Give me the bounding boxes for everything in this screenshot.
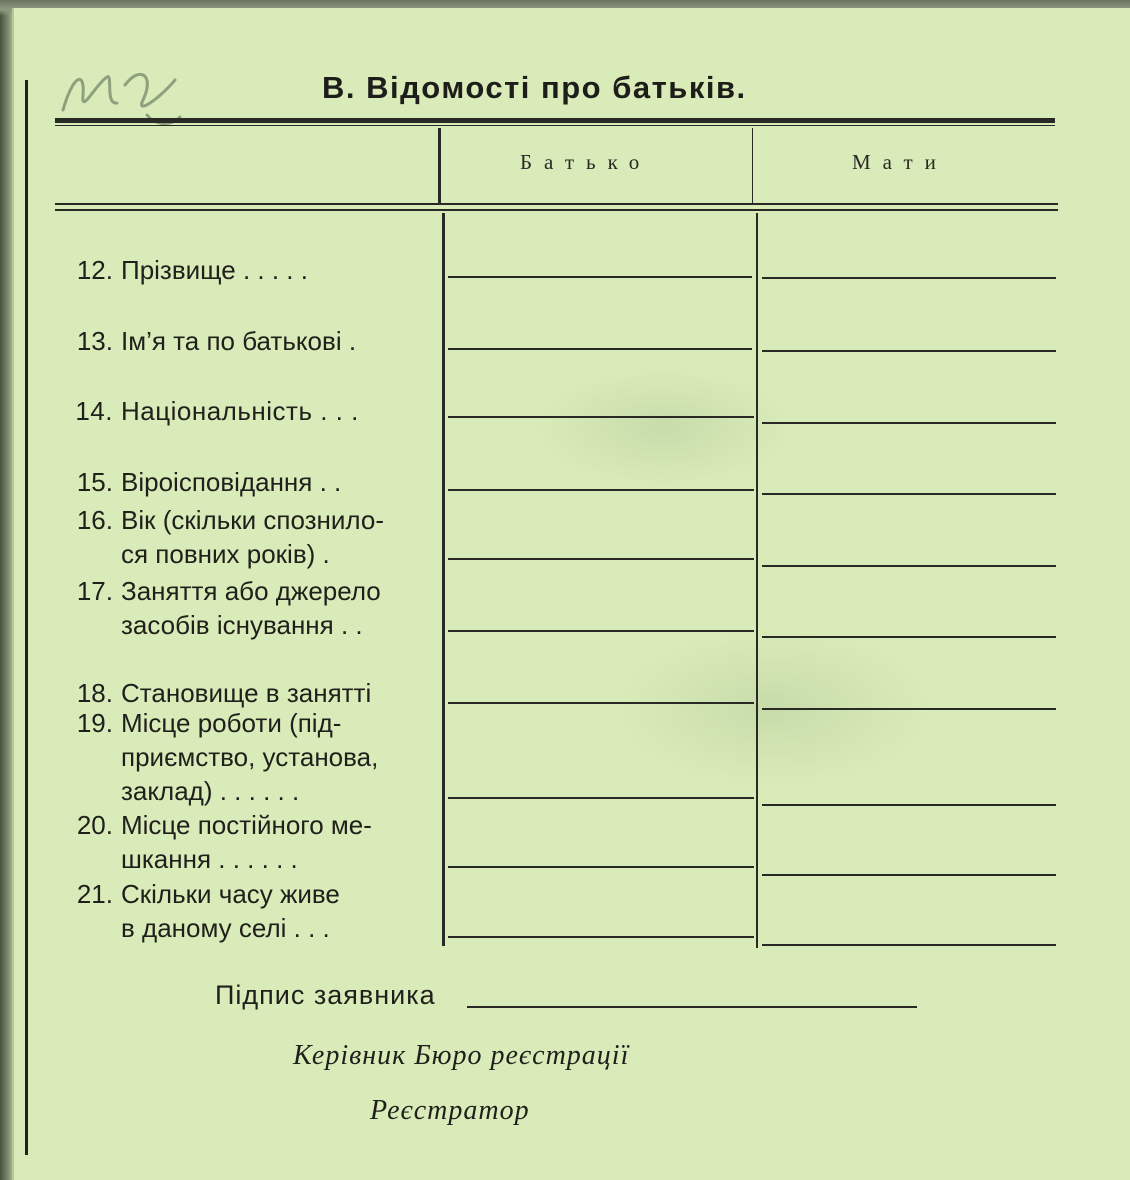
father-answer-line-19[interactable]: [448, 797, 754, 799]
mother-answer-line-17[interactable]: [762, 636, 1056, 638]
row-label-19: [55, 706, 378, 808]
row-number: 13.: [76, 326, 113, 356]
row-number: 15.: [76, 467, 113, 497]
row-label-18: [55, 676, 371, 710]
row-text: Вік (скільки спознило-: [121, 505, 384, 535]
row-label-15: [55, 465, 341, 499]
header-divider-right: [752, 128, 753, 203]
row-number: 12.: [76, 255, 113, 285]
column-header-father: Батько: [520, 150, 652, 174]
head-of-bureau-label: Керівник Бюро реєстрації: [293, 1040, 630, 1071]
row-text: Національність . . .: [121, 396, 359, 426]
father-answer-line-20[interactable]: [448, 866, 754, 868]
row-text-cont: ся повних років) .: [121, 539, 330, 569]
father-answer-line-13[interactable]: [448, 348, 752, 350]
row-text: Ім’я та по батькові .: [121, 326, 357, 356]
row-number: 17.: [76, 576, 113, 606]
row-label-14: [55, 394, 359, 428]
father-answer-line-18[interactable]: [448, 702, 754, 704]
signature-label: Підпис заявника: [215, 980, 436, 1010]
row-label-17: [55, 574, 381, 642]
father-answer-line-14[interactable]: [448, 416, 754, 418]
row-text-cont: засобів існування . .: [121, 610, 363, 640]
mother-answer-line-21[interactable]: [762, 944, 1056, 946]
row-text-cont: шкання . . . . . .: [121, 844, 298, 874]
father-answer-line-17[interactable]: [448, 630, 754, 632]
row-text: Скільки часу живе: [121, 879, 340, 909]
row-label-20: [55, 808, 372, 876]
row-number: 18.: [76, 678, 113, 708]
father-answer-line-12[interactable]: [448, 276, 752, 278]
row-text: Становище в занятті: [121, 678, 372, 708]
column-divider-right: [756, 213, 758, 948]
mother-answer-line-16[interactable]: [762, 565, 1056, 567]
row-text: Місце роботи (під-: [121, 708, 342, 738]
row-number: 20.: [76, 810, 113, 840]
row-text: Заняття або джерело: [121, 576, 381, 606]
margin-rule: [25, 80, 28, 1155]
mother-answer-line-15[interactable]: [762, 493, 1056, 495]
row-label-21: [55, 877, 340, 945]
mother-answer-line-14[interactable]: [762, 422, 1056, 424]
header-bottom-rule-2: [55, 209, 1058, 211]
row-number: 14.: [75, 396, 113, 426]
header-top-rule: [55, 118, 1055, 123]
paper-stain: [534, 368, 794, 488]
row-text: Віроісповідання . .: [121, 467, 342, 497]
mother-answer-line-13[interactable]: [762, 350, 1056, 352]
header-top-rule-thin: [55, 125, 1055, 126]
pencil-annotation-icon: [55, 55, 190, 140]
column-header-mother: Мати: [852, 150, 948, 174]
row-number: 16.: [76, 505, 113, 535]
row-number: 21.: [76, 879, 113, 909]
row-label-13: [55, 324, 356, 358]
column-divider-left: [442, 213, 445, 946]
row-label-12: [55, 253, 308, 287]
mother-answer-line-18[interactable]: [762, 708, 1056, 710]
father-answer-line-21[interactable]: [448, 936, 754, 938]
row-text-cont: заклад) . . . . . .: [121, 776, 300, 806]
mother-answer-line-19[interactable]: [762, 804, 1056, 806]
row-number: 19.: [76, 708, 113, 738]
header-divider-left: [438, 128, 441, 203]
page-title: В. Відомості про батьків.: [322, 70, 747, 105]
row-label-16: [55, 503, 384, 571]
mother-answer-line-20[interactable]: [762, 874, 1056, 876]
row-text-cont: в даному селі . . .: [121, 913, 330, 943]
signature-line[interactable]: [467, 1006, 917, 1008]
registrar-label: Реєстратор: [370, 1095, 530, 1126]
mother-answer-line-12[interactable]: [762, 277, 1056, 279]
father-answer-line-15[interactable]: [448, 489, 754, 491]
row-text-cont: приємство, установа,: [121, 742, 379, 772]
header-bottom-rule: [55, 203, 1058, 205]
row-text: Прізвище . . . . .: [121, 255, 308, 285]
father-answer-line-16[interactable]: [448, 558, 754, 560]
row-text: Місце постійного ме-: [121, 810, 372, 840]
